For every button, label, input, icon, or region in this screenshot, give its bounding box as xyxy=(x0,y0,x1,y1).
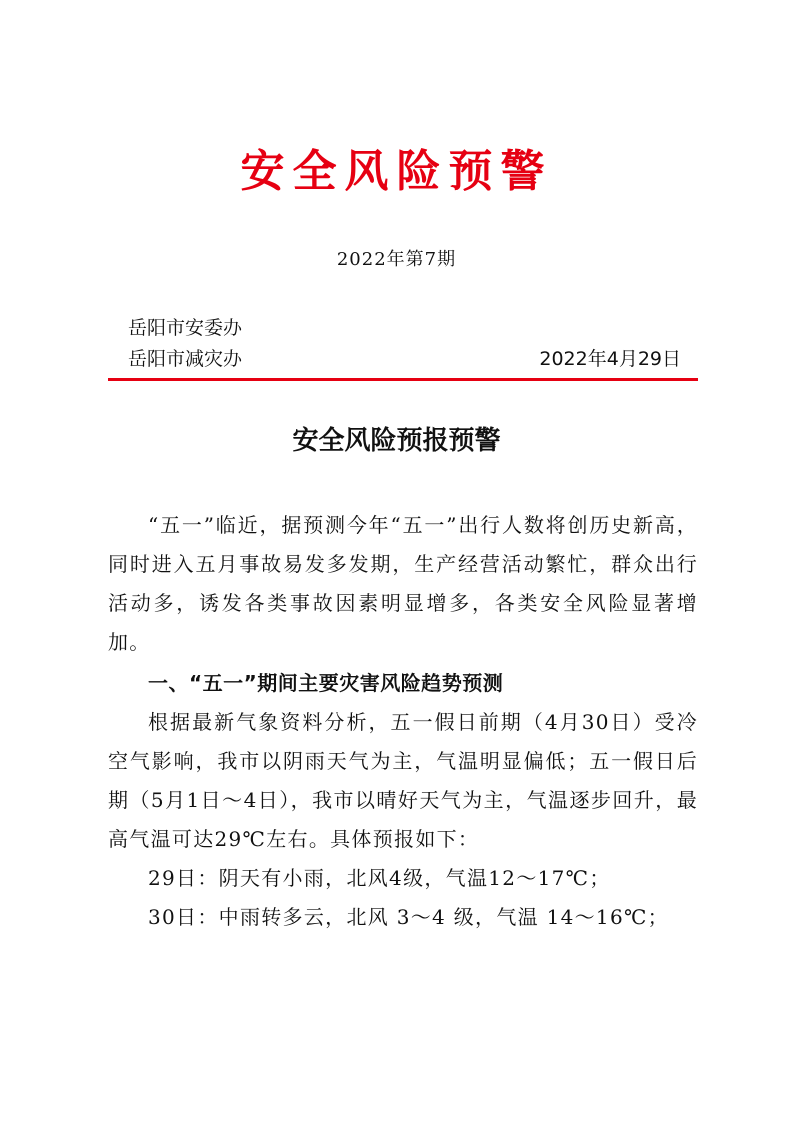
forecast-day-30: 30日：中雨转多云，北风 3～4 级，气温 14～16℃； xyxy=(148,905,669,929)
red-divider xyxy=(108,378,698,381)
issue-date: 2022年4月29日 xyxy=(539,348,681,370)
intro-paragraph: “五一”临近，据预测今年“五一”出行人数将创历史新高，同时进入五月事故易发多发期，生产经营活动繁忙，群众出行活动多，诱发各类事故因素明显增多，各类安全风险显著增加。 xyxy=(108,513,698,654)
section-heading: 一、“五一”期间主要灾害风险趋势预测 xyxy=(148,671,504,695)
article-title: 安全风险预报预警 xyxy=(292,426,501,456)
issue-number: 2022年第7期 xyxy=(336,249,457,270)
article-body xyxy=(108,506,698,937)
issuer-disaster-office: 岳阳市减灾办 xyxy=(128,348,243,370)
bulletin-masthead: 安全风险预警 xyxy=(240,146,553,197)
issuer-safety-office: 岳阳市安委办 xyxy=(128,317,243,339)
forecast-paragraph: 根据最新气象资料分析，五一假日前期（4月30日）受冷空气影响，我市以阴雨天气为主，气温明显偏低；五一假日后期（5月1日～4日），我市以晴好天气为主，气温逐步回升，最高气温可达29℃左右。具体预报如下： xyxy=(108,710,698,851)
forecast-day-29: 29日：阴天有小雨，北风4级，气温12～17℃； xyxy=(148,866,611,890)
